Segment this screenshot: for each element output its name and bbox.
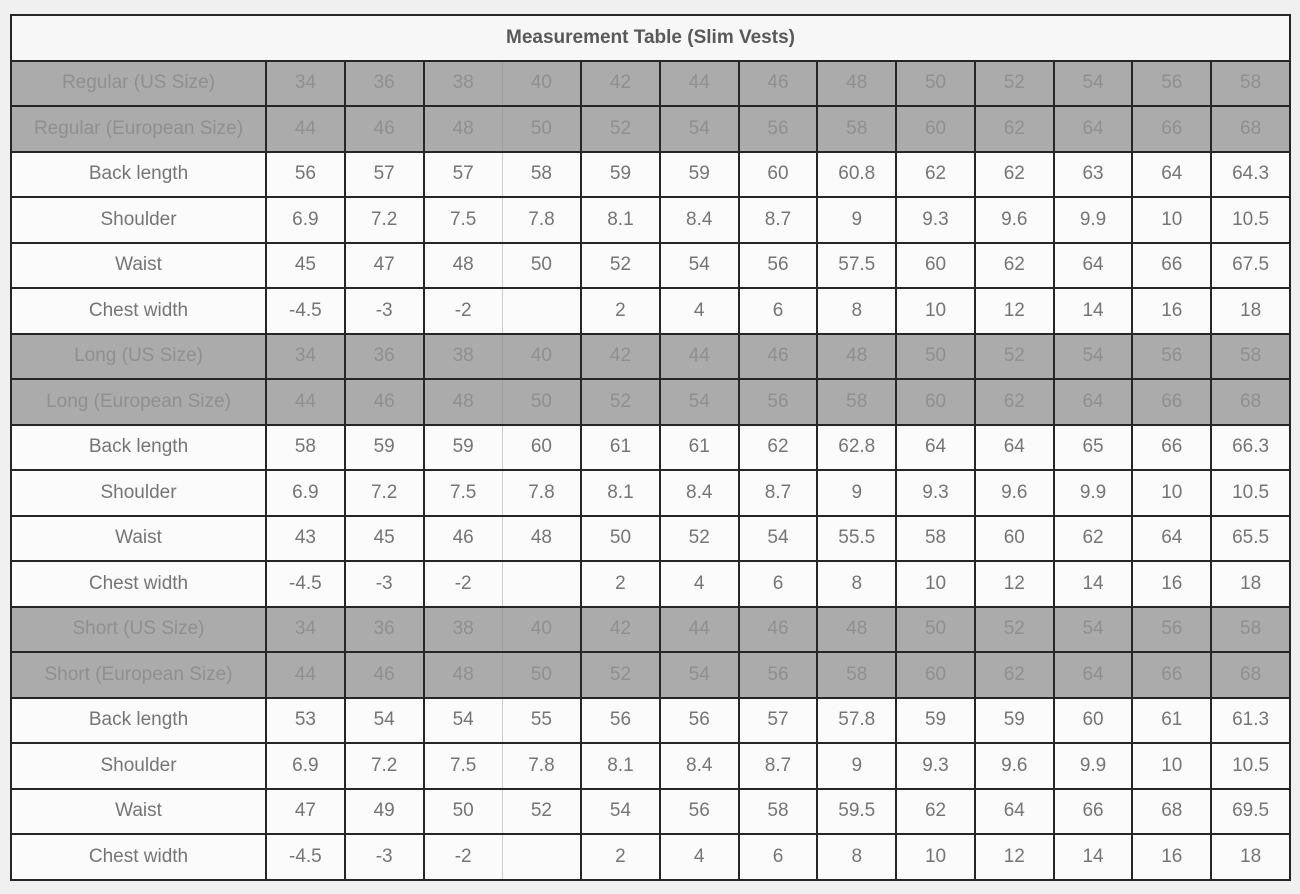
size-header-row — [11, 61, 1290, 107]
value-cell: 9 — [817, 743, 896, 789]
row-label: Back length — [11, 425, 266, 471]
value-cell: 6.9 — [266, 470, 345, 516]
value-cell: 9.9 — [1054, 197, 1133, 243]
value-cell: 61 — [660, 425, 739, 471]
value-cell: 58 — [1211, 334, 1290, 380]
value-cell: 50 — [424, 789, 503, 835]
value-cell: 4 — [660, 561, 739, 607]
value-cell: 60 — [975, 516, 1054, 562]
value-cell: 59.5 — [817, 789, 896, 835]
value-cell: 52 — [581, 243, 660, 289]
value-cell: 14 — [1054, 834, 1133, 880]
size-header-row — [11, 106, 1290, 152]
value-cell: 54 — [660, 379, 739, 425]
value-cell: 8.4 — [660, 470, 739, 516]
value-cell: 66 — [1132, 425, 1211, 471]
value-cell: 36 — [345, 61, 424, 107]
value-cell: -3 — [345, 561, 424, 607]
value-cell: 42 — [581, 607, 660, 653]
value-cell: -2 — [424, 561, 503, 607]
row-label: Regular (US Size) — [11, 61, 266, 107]
value-cell: 59 — [896, 698, 975, 744]
measurement-table — [10, 14, 1291, 881]
value-cell — [502, 561, 581, 607]
value-cell: 18 — [1211, 834, 1290, 880]
value-cell: 58 — [896, 516, 975, 562]
value-cell: 66 — [1132, 379, 1211, 425]
value-cell: 14 — [1054, 561, 1133, 607]
value-cell: 64.3 — [1211, 152, 1290, 198]
value-cell: 60 — [502, 425, 581, 471]
value-cell: 48 — [817, 334, 896, 380]
value-cell: 2 — [581, 834, 660, 880]
row-label: Chest width — [11, 561, 266, 607]
value-cell: 36 — [345, 334, 424, 380]
value-cell: 18 — [1211, 561, 1290, 607]
value-cell: 38 — [424, 61, 503, 107]
value-cell: 58 — [817, 652, 896, 698]
value-cell: 7.5 — [424, 197, 503, 243]
value-cell: 9.6 — [975, 743, 1054, 789]
value-cell: 57 — [739, 698, 818, 744]
value-cell: 56 — [266, 152, 345, 198]
value-cell: 16 — [1132, 288, 1211, 334]
value-cell: 48 — [502, 516, 581, 562]
value-cell: 36 — [345, 607, 424, 653]
value-cell: 58 — [817, 379, 896, 425]
value-cell: 68 — [1211, 379, 1290, 425]
value-cell: 10 — [1132, 197, 1211, 243]
value-cell: 48 — [817, 607, 896, 653]
value-cell: 7.2 — [345, 470, 424, 516]
measurement-row — [11, 789, 1290, 835]
value-cell: 62 — [975, 379, 1054, 425]
row-label: Long (US Size) — [11, 334, 266, 380]
value-cell: 43 — [266, 516, 345, 562]
row-label: Shoulder — [11, 470, 266, 516]
value-cell: 47 — [266, 789, 345, 835]
value-cell: 64 — [975, 425, 1054, 471]
row-label: Back length — [11, 698, 266, 744]
value-cell: 50 — [896, 61, 975, 107]
value-cell: 7.2 — [345, 743, 424, 789]
value-cell: 8.4 — [660, 197, 739, 243]
value-cell: 40 — [502, 334, 581, 380]
value-cell: -4.5 — [266, 561, 345, 607]
value-cell: 10 — [1132, 743, 1211, 789]
value-cell: 68 — [1132, 789, 1211, 835]
value-cell: 4 — [660, 834, 739, 880]
value-cell: 42 — [581, 334, 660, 380]
value-cell: 50 — [896, 334, 975, 380]
value-cell: 34 — [266, 607, 345, 653]
value-cell: 59 — [424, 425, 503, 471]
value-cell: 56 — [581, 698, 660, 744]
value-cell: 9 — [817, 197, 896, 243]
size-header-row — [11, 334, 1290, 380]
value-cell: 42 — [581, 61, 660, 107]
value-cell: 57.8 — [817, 698, 896, 744]
value-cell: 6.9 — [266, 197, 345, 243]
value-cell: 61.3 — [1211, 698, 1290, 744]
value-cell: 8.7 — [739, 743, 818, 789]
value-cell: 64 — [1132, 152, 1211, 198]
value-cell: 57 — [345, 152, 424, 198]
value-cell: 40 — [502, 607, 581, 653]
value-cell: 59 — [975, 698, 1054, 744]
value-cell: 7.8 — [502, 743, 581, 789]
title-row — [11, 15, 1290, 61]
table-body — [11, 61, 1290, 880]
value-cell: 52 — [502, 789, 581, 835]
value-cell: 46 — [345, 106, 424, 152]
value-cell: 64 — [1054, 652, 1133, 698]
value-cell: 50 — [896, 607, 975, 653]
value-cell: 58 — [502, 152, 581, 198]
value-cell: 6.9 — [266, 743, 345, 789]
value-cell: 60 — [1054, 698, 1133, 744]
value-cell: 54 — [345, 698, 424, 744]
value-cell: 54 — [660, 243, 739, 289]
value-cell: 56 — [660, 789, 739, 835]
value-cell: 52 — [660, 516, 739, 562]
value-cell: 55 — [502, 698, 581, 744]
value-cell: 18 — [1211, 288, 1290, 334]
row-label: Chest width — [11, 834, 266, 880]
value-cell: 66.3 — [1211, 425, 1290, 471]
value-cell: 16 — [1132, 561, 1211, 607]
value-cell: 60 — [896, 379, 975, 425]
row-label: Short (European Size) — [11, 652, 266, 698]
value-cell: 10.5 — [1211, 197, 1290, 243]
value-cell: 64 — [1054, 379, 1133, 425]
value-cell: 44 — [660, 334, 739, 380]
measurement-row — [11, 470, 1290, 516]
value-cell: 44 — [660, 61, 739, 107]
value-cell: 12 — [975, 561, 1054, 607]
value-cell: 62 — [896, 789, 975, 835]
measurement-row — [11, 425, 1290, 471]
value-cell: 60 — [739, 152, 818, 198]
value-cell: 9.6 — [975, 470, 1054, 516]
value-cell: 9 — [817, 470, 896, 516]
value-cell: 62.8 — [817, 425, 896, 471]
value-cell: 12 — [975, 288, 1054, 334]
value-cell: 57.5 — [817, 243, 896, 289]
value-cell: 9.6 — [975, 197, 1054, 243]
value-cell: 60 — [896, 243, 975, 289]
value-cell: 8 — [817, 834, 896, 880]
value-cell: 53 — [266, 698, 345, 744]
value-cell: 44 — [266, 652, 345, 698]
value-cell: 56 — [1132, 607, 1211, 653]
value-cell: 8.4 — [660, 743, 739, 789]
value-cell: 65 — [1054, 425, 1133, 471]
value-cell: -2 — [424, 288, 503, 334]
value-cell: 56 — [739, 379, 818, 425]
row-label: Shoulder — [11, 197, 266, 243]
value-cell: 7.5 — [424, 743, 503, 789]
value-cell: 64 — [1132, 516, 1211, 562]
value-cell: 50 — [502, 379, 581, 425]
value-cell: 52 — [581, 379, 660, 425]
value-cell: 46 — [345, 652, 424, 698]
value-cell: 9.9 — [1054, 743, 1133, 789]
value-cell: 10 — [1132, 470, 1211, 516]
value-cell: 59 — [345, 425, 424, 471]
value-cell: 52 — [581, 106, 660, 152]
value-cell: 6 — [739, 834, 818, 880]
value-cell: 66 — [1132, 243, 1211, 289]
measurement-row — [11, 743, 1290, 789]
value-cell: 52 — [581, 652, 660, 698]
value-cell: 7.8 — [502, 470, 581, 516]
value-cell: 8.7 — [739, 470, 818, 516]
value-cell: 54 — [1054, 334, 1133, 380]
value-cell: 56 — [1132, 61, 1211, 107]
row-label: Regular (European Size) — [11, 106, 266, 152]
value-cell: 59 — [660, 152, 739, 198]
value-cell: 48 — [424, 106, 503, 152]
value-cell: 58 — [1211, 61, 1290, 107]
value-cell: 58 — [739, 789, 818, 835]
value-cell: 61 — [1132, 698, 1211, 744]
value-cell: 60.8 — [817, 152, 896, 198]
value-cell: 58 — [1211, 607, 1290, 653]
value-cell: 49 — [345, 789, 424, 835]
measurement-row — [11, 288, 1290, 334]
value-cell: 16 — [1132, 834, 1211, 880]
value-cell: 10.5 — [1211, 743, 1290, 789]
value-cell: 62 — [975, 106, 1054, 152]
value-cell: 34 — [266, 334, 345, 380]
value-cell: 62 — [739, 425, 818, 471]
value-cell: 48 — [817, 61, 896, 107]
value-cell: -4.5 — [266, 834, 345, 880]
value-cell: 2 — [581, 288, 660, 334]
value-cell: 59 — [581, 152, 660, 198]
size-header-row — [11, 607, 1290, 653]
value-cell: 52 — [975, 334, 1054, 380]
value-cell: 67.5 — [1211, 243, 1290, 289]
value-cell: 47 — [345, 243, 424, 289]
measurement-row — [11, 561, 1290, 607]
value-cell: 68 — [1211, 106, 1290, 152]
row-label: Waist — [11, 243, 266, 289]
measurement-row — [11, 516, 1290, 562]
value-cell: 7.2 — [345, 197, 424, 243]
value-cell: 68 — [1211, 652, 1290, 698]
value-cell: 10.5 — [1211, 470, 1290, 516]
value-cell: 46 — [739, 334, 818, 380]
value-cell: 9.3 — [896, 743, 975, 789]
value-cell: 55.5 — [817, 516, 896, 562]
value-cell: 62 — [975, 152, 1054, 198]
measurement-row — [11, 698, 1290, 744]
size-header-row — [11, 379, 1290, 425]
value-cell: 45 — [345, 516, 424, 562]
value-cell: -4.5 — [266, 288, 345, 334]
value-cell: 44 — [660, 607, 739, 653]
value-cell: 60 — [896, 106, 975, 152]
value-cell: 2 — [581, 561, 660, 607]
row-label: Waist — [11, 516, 266, 562]
value-cell: -2 — [424, 834, 503, 880]
value-cell: 6 — [739, 561, 818, 607]
value-cell: 57 — [424, 152, 503, 198]
value-cell: 56 — [660, 698, 739, 744]
value-cell: 44 — [266, 379, 345, 425]
row-label: Waist — [11, 789, 266, 835]
value-cell: 46 — [424, 516, 503, 562]
value-cell: 34 — [266, 61, 345, 107]
value-cell: 9.3 — [896, 470, 975, 516]
value-cell: 54 — [660, 106, 739, 152]
row-label: Shoulder — [11, 743, 266, 789]
value-cell: 56 — [739, 106, 818, 152]
value-cell: 48 — [424, 652, 503, 698]
value-cell: 40 — [502, 61, 581, 107]
value-cell: 54 — [1054, 61, 1133, 107]
value-cell: 64 — [975, 789, 1054, 835]
value-cell: 4 — [660, 288, 739, 334]
value-cell: 52 — [975, 607, 1054, 653]
value-cell: 38 — [424, 334, 503, 380]
value-cell: 9.9 — [1054, 470, 1133, 516]
value-cell: 65.5 — [1211, 516, 1290, 562]
value-cell — [502, 834, 581, 880]
measurement-row — [11, 834, 1290, 880]
value-cell: 61 — [581, 425, 660, 471]
value-cell: 63 — [1054, 152, 1133, 198]
value-cell: -3 — [345, 834, 424, 880]
value-cell: 58 — [817, 106, 896, 152]
value-cell: 66 — [1054, 789, 1133, 835]
value-cell: 62 — [975, 652, 1054, 698]
value-cell: 46 — [739, 607, 818, 653]
value-cell: 58 — [266, 425, 345, 471]
value-cell: 50 — [581, 516, 660, 562]
measurement-row — [11, 152, 1290, 198]
value-cell — [502, 288, 581, 334]
value-cell: 8.1 — [581, 197, 660, 243]
value-cell: 48 — [424, 243, 503, 289]
value-cell: 64 — [896, 425, 975, 471]
value-cell: 8 — [817, 288, 896, 334]
value-cell: 54 — [424, 698, 503, 744]
value-cell: 7.5 — [424, 470, 503, 516]
value-cell: 9.3 — [896, 197, 975, 243]
value-cell: 8.1 — [581, 470, 660, 516]
value-cell: 56 — [739, 243, 818, 289]
value-cell: 6 — [739, 288, 818, 334]
value-cell: 60 — [896, 652, 975, 698]
value-cell: 62 — [975, 243, 1054, 289]
value-cell: -3 — [345, 288, 424, 334]
measurement-row — [11, 243, 1290, 289]
value-cell: 50 — [502, 106, 581, 152]
value-cell: 38 — [424, 607, 503, 653]
table-title: Measurement Table (Slim Vests) — [11, 15, 1290, 61]
value-cell: 46 — [345, 379, 424, 425]
row-label: Long (European Size) — [11, 379, 266, 425]
value-cell: 12 — [975, 834, 1054, 880]
value-cell: 8 — [817, 561, 896, 607]
value-cell: 10 — [896, 561, 975, 607]
row-label: Back length — [11, 152, 266, 198]
value-cell: 54 — [739, 516, 818, 562]
value-cell: 14 — [1054, 288, 1133, 334]
value-cell: 56 — [739, 652, 818, 698]
value-cell: 10 — [896, 834, 975, 880]
row-label: Chest width — [11, 288, 266, 334]
value-cell: 7.8 — [502, 197, 581, 243]
value-cell: 52 — [975, 61, 1054, 107]
value-cell: 64 — [1054, 106, 1133, 152]
value-cell: 66 — [1132, 652, 1211, 698]
value-cell: 10 — [896, 288, 975, 334]
value-cell: 54 — [581, 789, 660, 835]
value-cell: 64 — [1054, 243, 1133, 289]
value-cell: 54 — [1054, 607, 1133, 653]
value-cell: 44 — [266, 106, 345, 152]
value-cell: 45 — [266, 243, 345, 289]
measurement-row — [11, 197, 1290, 243]
value-cell: 50 — [502, 652, 581, 698]
value-cell: 46 — [739, 61, 818, 107]
value-cell: 8.1 — [581, 743, 660, 789]
value-cell: 48 — [424, 379, 503, 425]
value-cell: 50 — [502, 243, 581, 289]
value-cell: 56 — [1132, 334, 1211, 380]
value-cell: 62 — [896, 152, 975, 198]
value-cell: 69.5 — [1211, 789, 1290, 835]
row-label: Short (US Size) — [11, 607, 266, 653]
value-cell: 8.7 — [739, 197, 818, 243]
value-cell: 66 — [1132, 106, 1211, 152]
value-cell: 62 — [1054, 516, 1133, 562]
value-cell: 54 — [660, 652, 739, 698]
size-header-row — [11, 652, 1290, 698]
